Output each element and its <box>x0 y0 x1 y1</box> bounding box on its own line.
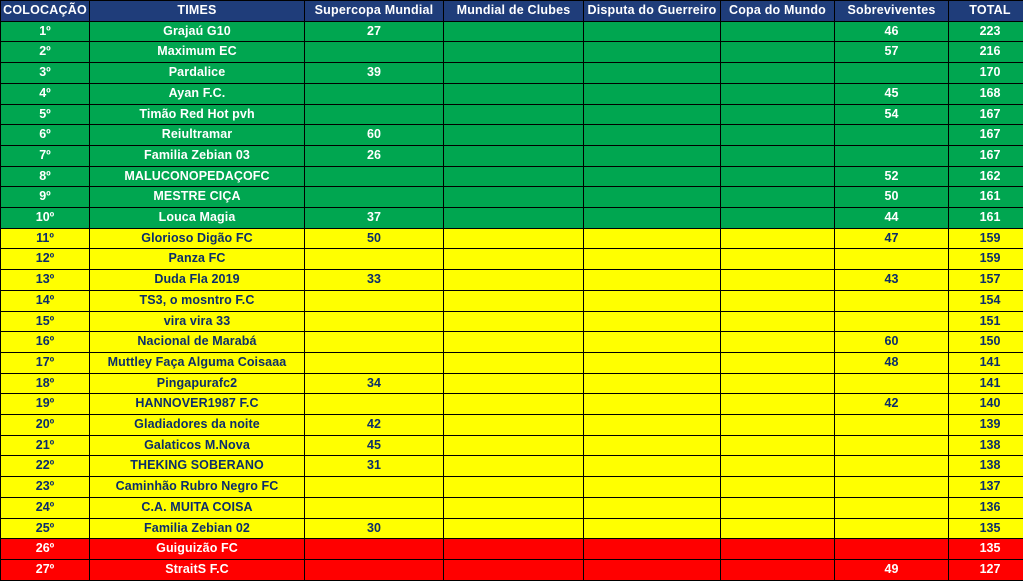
header-disputa: Disputa do Guerreiro <box>584 1 721 22</box>
cell-copa-mundo <box>721 559 835 580</box>
cell-total: 138 <box>949 435 1023 456</box>
cell-mundial <box>444 373 584 394</box>
table-row <box>1 21 1023 42</box>
table-row <box>1 518 1023 539</box>
cell-copa-mundo <box>721 311 835 332</box>
cell-time: HANNOVER1987 F.C <box>90 394 305 415</box>
cell-colocacao: 15º <box>1 311 90 332</box>
cell-copa-mundo <box>721 63 835 84</box>
header-colocacao: COLOCAÇÃO <box>1 1 90 22</box>
cell-sobreviventes: 45 <box>835 83 949 104</box>
cell-copa-mundo <box>721 249 835 270</box>
cell-total: 167 <box>949 145 1023 166</box>
cell-copa-mundo <box>721 145 835 166</box>
cell-copa-mundo <box>721 166 835 187</box>
cell-supercopa <box>305 166 444 187</box>
header-supercopa: Supercopa Mundial <box>305 1 444 22</box>
cell-copa-mundo <box>721 187 835 208</box>
cell-disputa <box>584 270 721 291</box>
cell-sobreviventes: 57 <box>835 42 949 63</box>
cell-time: Reiultramar <box>90 125 305 146</box>
table-row <box>1 456 1023 477</box>
cell-supercopa <box>305 477 444 498</box>
cell-total: 167 <box>949 104 1023 125</box>
cell-supercopa <box>305 104 444 125</box>
cell-sobreviventes: 44 <box>835 208 949 229</box>
cell-disputa <box>584 311 721 332</box>
cell-colocacao: 25º <box>1 518 90 539</box>
cell-colocacao: 2º <box>1 42 90 63</box>
table-row <box>1 104 1023 125</box>
table-row <box>1 187 1023 208</box>
cell-sobreviventes <box>835 311 949 332</box>
cell-disputa <box>584 477 721 498</box>
table-row <box>1 228 1023 249</box>
cell-copa-mundo <box>721 228 835 249</box>
cell-colocacao: 10º <box>1 208 90 229</box>
cell-disputa <box>584 539 721 560</box>
cell-disputa <box>584 559 721 580</box>
table-row <box>1 311 1023 332</box>
cell-sobreviventes <box>835 518 949 539</box>
cell-supercopa: 30 <box>305 518 444 539</box>
cell-supercopa <box>305 559 444 580</box>
cell-copa-mundo <box>721 415 835 436</box>
cell-copa-mundo <box>721 208 835 229</box>
cell-sobreviventes: 43 <box>835 270 949 291</box>
cell-sobreviventes: 42 <box>835 394 949 415</box>
cell-supercopa: 42 <box>305 415 444 436</box>
cell-total: 161 <box>949 187 1023 208</box>
cell-sobreviventes: 52 <box>835 166 949 187</box>
cell-total: 141 <box>949 352 1023 373</box>
table-row <box>1 559 1023 580</box>
cell-disputa <box>584 435 721 456</box>
cell-total: 159 <box>949 249 1023 270</box>
table-row <box>1 42 1023 63</box>
table-row <box>1 415 1023 436</box>
cell-colocacao: 12º <box>1 249 90 270</box>
cell-sobreviventes <box>835 497 949 518</box>
cell-sobreviventes <box>835 145 949 166</box>
cell-copa-mundo <box>721 21 835 42</box>
cell-colocacao: 5º <box>1 104 90 125</box>
cell-disputa <box>584 145 721 166</box>
cell-sobreviventes <box>835 539 949 560</box>
cell-colocacao: 27º <box>1 559 90 580</box>
cell-mundial <box>444 456 584 477</box>
table-row <box>1 166 1023 187</box>
cell-sobreviventes: 47 <box>835 228 949 249</box>
cell-sobreviventes <box>835 477 949 498</box>
cell-colocacao: 11º <box>1 228 90 249</box>
cell-time: Pardalice <box>90 63 305 84</box>
cell-supercopa: 45 <box>305 435 444 456</box>
table-row <box>1 63 1023 84</box>
cell-supercopa <box>305 311 444 332</box>
cell-supercopa <box>305 332 444 353</box>
cell-supercopa <box>305 187 444 208</box>
cell-copa-mundo <box>721 539 835 560</box>
cell-sobreviventes: 54 <box>835 104 949 125</box>
cell-supercopa: 50 <box>305 228 444 249</box>
cell-total: 170 <box>949 63 1023 84</box>
table-body <box>1 21 1023 580</box>
cell-disputa <box>584 352 721 373</box>
cell-time: Duda Fla 2019 <box>90 270 305 291</box>
cell-time: Pingapurafc2 <box>90 373 305 394</box>
header-row <box>1 1 1023 22</box>
cell-mundial <box>444 145 584 166</box>
table-row <box>1 352 1023 373</box>
cell-supercopa <box>305 539 444 560</box>
cell-mundial <box>444 394 584 415</box>
cell-total: 138 <box>949 456 1023 477</box>
cell-copa-mundo <box>721 270 835 291</box>
cell-colocacao: 1º <box>1 21 90 42</box>
table-row <box>1 332 1023 353</box>
cell-mundial <box>444 83 584 104</box>
cell-copa-mundo <box>721 456 835 477</box>
cell-mundial <box>444 311 584 332</box>
cell-total: 139 <box>949 415 1023 436</box>
cell-colocacao: 20º <box>1 415 90 436</box>
cell-total: 151 <box>949 311 1023 332</box>
table-row <box>1 539 1023 560</box>
header-copa-mundo: Copa do Mundo <box>721 1 835 22</box>
header-total: TOTAL <box>949 1 1023 22</box>
cell-copa-mundo <box>721 477 835 498</box>
table-row <box>1 373 1023 394</box>
cell-mundial <box>444 539 584 560</box>
cell-sobreviventes: 46 <box>835 21 949 42</box>
cell-colocacao: 7º <box>1 145 90 166</box>
cell-sobreviventes: 60 <box>835 332 949 353</box>
cell-colocacao: 6º <box>1 125 90 146</box>
cell-colocacao: 13º <box>1 270 90 291</box>
cell-disputa <box>584 373 721 394</box>
cell-disputa <box>584 42 721 63</box>
cell-time: vira vira 33 <box>90 311 305 332</box>
cell-time: Timão Red Hot pvh <box>90 104 305 125</box>
cell-sobreviventes <box>835 373 949 394</box>
cell-total: 154 <box>949 290 1023 311</box>
table-row <box>1 208 1023 229</box>
cell-total: 140 <box>949 394 1023 415</box>
cell-colocacao: 23º <box>1 477 90 498</box>
cell-colocacao: 17º <box>1 352 90 373</box>
cell-mundial <box>444 187 584 208</box>
cell-copa-mundo <box>721 104 835 125</box>
cell-mundial <box>444 270 584 291</box>
cell-total: 127 <box>949 559 1023 580</box>
cell-sobreviventes <box>835 290 949 311</box>
cell-total: 161 <box>949 208 1023 229</box>
cell-disputa <box>584 228 721 249</box>
cell-disputa <box>584 332 721 353</box>
cell-disputa <box>584 290 721 311</box>
cell-mundial <box>444 228 584 249</box>
cell-total: 216 <box>949 42 1023 63</box>
cell-colocacao: 4º <box>1 83 90 104</box>
cell-disputa <box>584 456 721 477</box>
header-mundial: Mundial de Clubes <box>444 1 584 22</box>
cell-total: 168 <box>949 83 1023 104</box>
cell-disputa <box>584 166 721 187</box>
table-row <box>1 394 1023 415</box>
table-row <box>1 290 1023 311</box>
cell-disputa <box>584 394 721 415</box>
cell-mundial <box>444 166 584 187</box>
cell-disputa <box>584 208 721 229</box>
cell-mundial <box>444 249 584 270</box>
cell-colocacao: 22º <box>1 456 90 477</box>
cell-mundial <box>444 559 584 580</box>
cell-copa-mundo <box>721 83 835 104</box>
cell-time: Maximum EC <box>90 42 305 63</box>
cell-disputa <box>584 125 721 146</box>
cell-time: Ayan F.C. <box>90 83 305 104</box>
cell-disputa <box>584 518 721 539</box>
cell-time: Guiguizão FC <box>90 539 305 560</box>
cell-total: 167 <box>949 125 1023 146</box>
cell-time: C.A. MUITA COISA <box>90 497 305 518</box>
cell-time: MESTRE CIÇA <box>90 187 305 208</box>
cell-copa-mundo <box>721 373 835 394</box>
cell-total: 159 <box>949 228 1023 249</box>
cell-colocacao: 26º <box>1 539 90 560</box>
cell-colocacao: 9º <box>1 187 90 208</box>
cell-colocacao: 3º <box>1 63 90 84</box>
cell-disputa <box>584 83 721 104</box>
cell-copa-mundo <box>721 352 835 373</box>
cell-mundial <box>444 415 584 436</box>
cell-sobreviventes <box>835 125 949 146</box>
cell-supercopa: 60 <box>305 125 444 146</box>
table-row <box>1 435 1023 456</box>
cell-sobreviventes <box>835 249 949 270</box>
cell-supercopa: 26 <box>305 145 444 166</box>
cell-sobreviventes: 49 <box>835 559 949 580</box>
cell-time: Familia Zebian 02 <box>90 518 305 539</box>
cell-supercopa <box>305 249 444 270</box>
cell-colocacao: 18º <box>1 373 90 394</box>
cell-mundial <box>444 63 584 84</box>
cell-disputa <box>584 187 721 208</box>
cell-disputa <box>584 104 721 125</box>
cell-sobreviventes: 50 <box>835 187 949 208</box>
cell-supercopa: 33 <box>305 270 444 291</box>
cell-time: Louca Magia <box>90 208 305 229</box>
table-row <box>1 477 1023 498</box>
cell-copa-mundo <box>721 394 835 415</box>
cell-supercopa <box>305 352 444 373</box>
cell-time: Galaticos M.Nova <box>90 435 305 456</box>
cell-total: 150 <box>949 332 1023 353</box>
cell-total: 135 <box>949 539 1023 560</box>
cell-total: 141 <box>949 373 1023 394</box>
cell-colocacao: 16º <box>1 332 90 353</box>
cell-copa-mundo <box>721 290 835 311</box>
cell-supercopa <box>305 83 444 104</box>
cell-supercopa: 31 <box>305 456 444 477</box>
cell-mundial <box>444 477 584 498</box>
cell-colocacao: 14º <box>1 290 90 311</box>
cell-sobreviventes <box>835 456 949 477</box>
table-row <box>1 249 1023 270</box>
cell-mundial <box>444 435 584 456</box>
cell-supercopa <box>305 394 444 415</box>
table-row <box>1 83 1023 104</box>
cell-disputa <box>584 415 721 436</box>
cell-mundial <box>444 352 584 373</box>
cell-time: Familia Zebian 03 <box>90 145 305 166</box>
cell-sobreviventes: 48 <box>835 352 949 373</box>
cell-time: Nacional de Marabá <box>90 332 305 353</box>
cell-supercopa: 27 <box>305 21 444 42</box>
cell-supercopa <box>305 42 444 63</box>
table-row <box>1 125 1023 146</box>
cell-disputa <box>584 249 721 270</box>
header-sobreviventes: Sobreviventes <box>835 1 949 22</box>
cell-supercopa <box>305 290 444 311</box>
cell-mundial <box>444 125 584 146</box>
cell-colocacao: 24º <box>1 497 90 518</box>
cell-copa-mundo <box>721 332 835 353</box>
cell-time: Glorioso Digão FC <box>90 228 305 249</box>
cell-sobreviventes <box>835 415 949 436</box>
cell-time: Caminhão Rubro Negro FC <box>90 477 305 498</box>
cell-supercopa: 39 <box>305 63 444 84</box>
table-header <box>1 1 1023 22</box>
cell-supercopa <box>305 497 444 518</box>
cell-disputa <box>584 63 721 84</box>
cell-copa-mundo <box>721 125 835 146</box>
cell-sobreviventes <box>835 63 949 84</box>
cell-colocacao: 19º <box>1 394 90 415</box>
cell-time: Grajaú G10 <box>90 21 305 42</box>
table-row <box>1 145 1023 166</box>
cell-mundial <box>444 21 584 42</box>
cell-mundial <box>444 104 584 125</box>
cell-mundial <box>444 290 584 311</box>
cell-sobreviventes <box>835 435 949 456</box>
cell-total: 157 <box>949 270 1023 291</box>
cell-total: 137 <box>949 477 1023 498</box>
cell-time: Muttley Faça Alguma Coisaaa <box>90 352 305 373</box>
cell-disputa <box>584 497 721 518</box>
cell-time: Gladiadores da noite <box>90 415 305 436</box>
cell-total: 162 <box>949 166 1023 187</box>
cell-total: 136 <box>949 497 1023 518</box>
cell-disputa <box>584 21 721 42</box>
cell-mundial <box>444 208 584 229</box>
cell-supercopa: 37 <box>305 208 444 229</box>
cell-copa-mundo <box>721 518 835 539</box>
cell-time: THEKING SOBERANO <box>90 456 305 477</box>
table-row <box>1 497 1023 518</box>
table-row <box>1 270 1023 291</box>
cell-total: 223 <box>949 21 1023 42</box>
cell-mundial <box>444 332 584 353</box>
cell-mundial <box>444 42 584 63</box>
cell-colocacao: 21º <box>1 435 90 456</box>
cell-time: StraitS F.C <box>90 559 305 580</box>
cell-time: TS3, o mosntro F.C <box>90 290 305 311</box>
cell-supercopa: 34 <box>305 373 444 394</box>
cell-copa-mundo <box>721 42 835 63</box>
cell-mundial <box>444 497 584 518</box>
cell-total: 135 <box>949 518 1023 539</box>
cell-time: MALUCONOPEDAÇOFC <box>90 166 305 187</box>
cell-colocacao: 8º <box>1 166 90 187</box>
cell-mundial <box>444 518 584 539</box>
header-times: TIMES <box>90 1 305 22</box>
cell-copa-mundo <box>721 435 835 456</box>
cell-time: Panza FC <box>90 249 305 270</box>
cell-copa-mundo <box>721 497 835 518</box>
